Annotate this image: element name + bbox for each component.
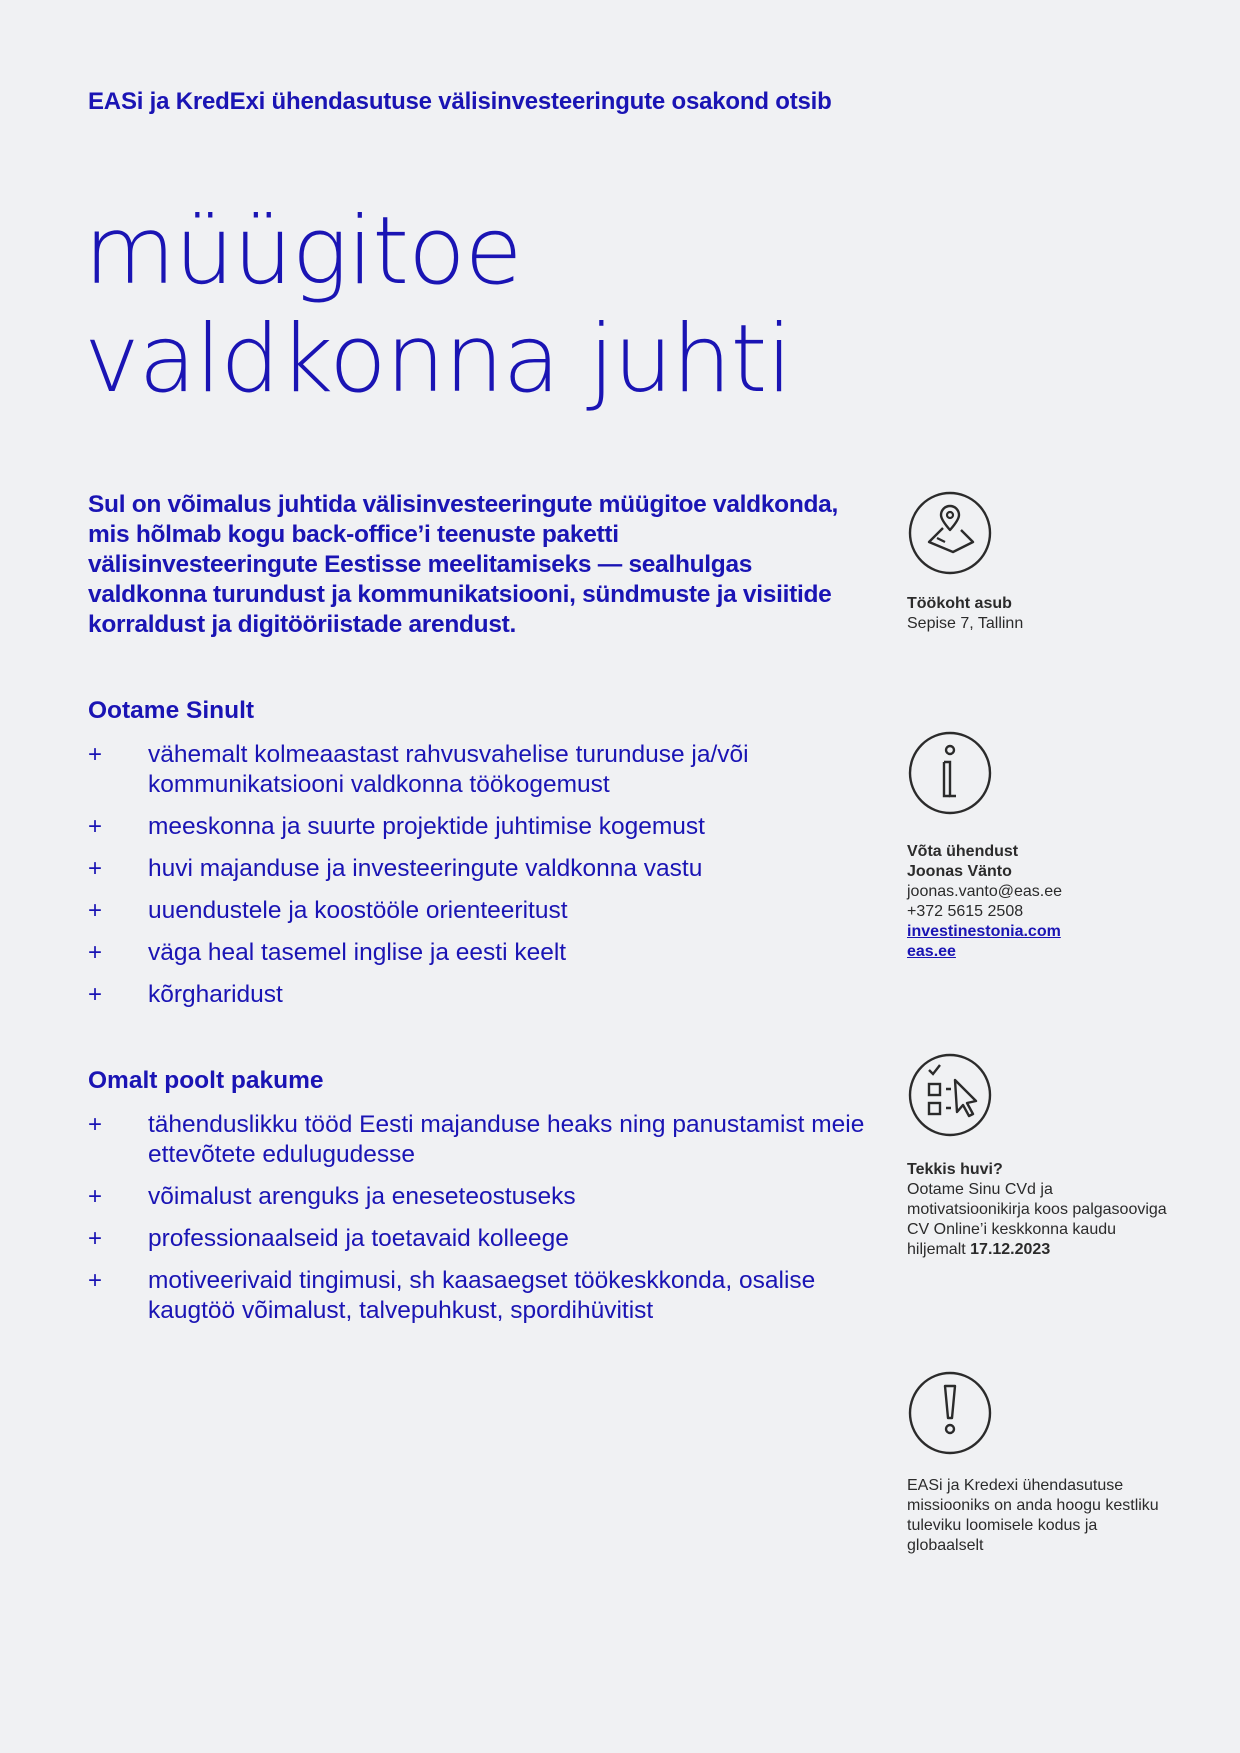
list-item: + professionaalseid ja toetavaid kolleege <box>88 1225 569 1252</box>
plus-icon: + <box>88 1183 103 1210</box>
list-item: + meeskonna ja suurte projektide juhtimise kogemust <box>88 813 705 840</box>
plus-icon: + <box>88 897 103 924</box>
location-value: Sepise 7, Tallinn <box>907 615 1024 632</box>
list-item: + võimalust arenguks ja eneseteostuseks <box>88 1183 576 1210</box>
contact-name: Joonas Vänto <box>907 863 1012 880</box>
mission-block <box>907 1370 1167 1556</box>
location-block <box>907 490 1167 634</box>
list-item: + motiveerivaid tingimusi, sh kaasaegset töökeskkonda, osalise kaugtöö võimalust, talvepuhkust, spordihüvitist <box>88 1267 816 1324</box>
plus-icon: + <box>88 981 103 1008</box>
deadline-date: 17.12.2023 <box>970 1241 1051 1258</box>
contact-email[interactable]: joonas.vanto@eas.ee <box>907 883 1063 900</box>
list-item: + huvi majanduse ja investeeringute valdkonna vastu <box>88 855 703 882</box>
list-item: + uuendustele ja koostööle orienteeritust <box>88 897 568 924</box>
list-item: + vähemalt kolmeaastast rahvusvahelise turunduse ja/või kommunikatsiooni valdkonna töökogemust <box>88 741 749 798</box>
intro-paragraph: Sul on võimalus juhtida välisinvesteeringute müügitoe valdkonda, mis hõlmab kogu back-office’i teenuste paketti välisinvesteeringute Eestisse meelitamiseks — sealhulgas valdkonna turundust ja kommunikatsiooni, sündmuste ja visiitide korraldust ja digitööriistade arendust. <box>88 491 838 638</box>
offer-list <box>88 1110 868 1338</box>
eas-link[interactable]: eas.ee <box>907 943 956 960</box>
location-label: Töökoht asub <box>907 595 1012 612</box>
requirements-heading: Ootame Sinult <box>88 697 255 724</box>
investinestonia-link[interactable]: investinestonia.com <box>907 923 1061 940</box>
apply-deadline: hiljemalt 17.12.2023 <box>907 1241 1051 1258</box>
list-item: + tähenduslikku tööd Eesti majanduse heaks ning panustamist meie ettevõtete edulugudesse <box>88 1111 865 1168</box>
exclamation-icon <box>907 1370 993 1456</box>
plus-icon: + <box>88 1225 103 1252</box>
job-title <box>84 198 792 414</box>
plus-icon: + <box>88 813 103 840</box>
info-icon <box>907 730 993 816</box>
apply-block <box>907 1052 1167 1260</box>
job-title-line-1: müügitoe <box>84 197 522 306</box>
checklist-cursor-icon <box>907 1052 993 1138</box>
mission-text: EASi ja Kredexi ühendasutuse missiooniks on anda hoogu kestliku tuleviku loomisele kodus ja globaalselt <box>907 1477 1159 1554</box>
apply-label: Tekkis huvi? <box>907 1161 1003 1178</box>
plus-icon: + <box>88 741 103 768</box>
location-map-icon <box>907 490 993 576</box>
plus-icon: + <box>88 939 103 966</box>
plus-icon: + <box>88 1267 103 1294</box>
contact-block <box>907 730 1167 962</box>
contact-phone[interactable]: +372 5615 2508 <box>907 903 1024 920</box>
list-item: + väga heal tasemel inglise ja eesti keelt <box>88 939 567 966</box>
requirements-list <box>88 740 868 1022</box>
offer-heading: Omalt poolt pakume <box>88 1067 324 1094</box>
plus-icon: + <box>88 855 103 882</box>
list-item: + kõrgharidust <box>88 981 283 1008</box>
contact-label: Võta ühendust <box>907 843 1019 860</box>
job-title-line-2: valdkonna juhti <box>84 305 792 414</box>
plus-icon: + <box>88 1111 103 1138</box>
apply-text: Ootame Sinu CVd ja motivatsioonikirja koos palgasooviga CV Online’i keskkonna kaudu <box>907 1181 1167 1238</box>
organization-line: EASi ja KredExi ühendasutuse välisinvesteeringute osakond otsib <box>88 88 832 115</box>
